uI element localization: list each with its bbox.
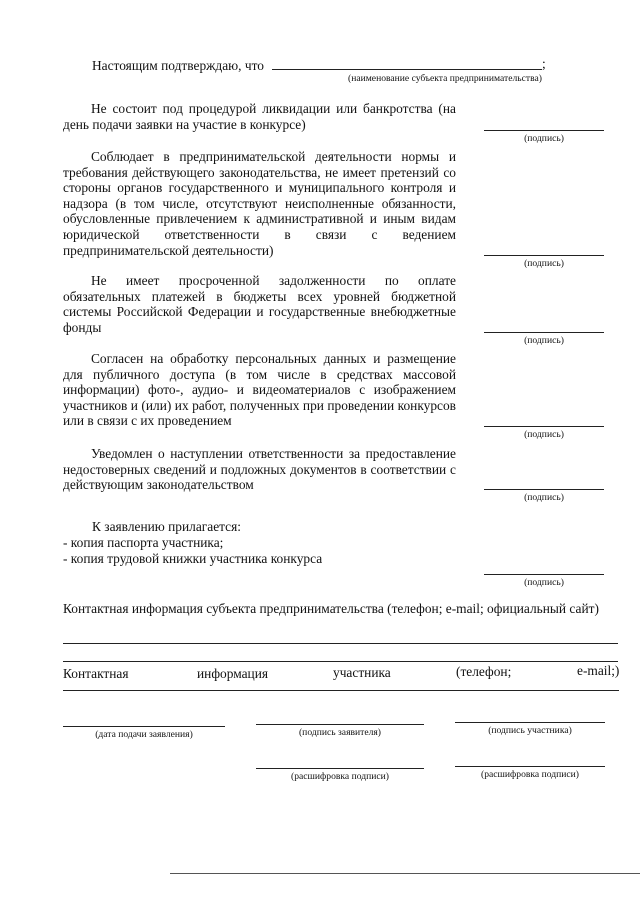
signature-caption-3: (подпись) bbox=[524, 335, 564, 346]
applicant-signature-caption: (подпись заявителя) bbox=[298, 727, 381, 738]
attachment-item-2: - копия трудовой книжки участника конкурса bbox=[63, 551, 323, 566]
attachments-heading: К заявлению прилагается: bbox=[92, 519, 241, 534]
decode-caption-2: (расшифровка подписи) bbox=[481, 769, 579, 780]
signature-caption-4: (подпись) bbox=[524, 429, 564, 440]
entity-name-caption: (наименование субъекта предпринимательства) bbox=[348, 73, 542, 84]
statement-4: Согласен на обработку персональных данных и размещение для публичного доступа (в том числе в средствах массовой информации) фото-, аудио- и видеоматериалов с изображением участников и (или) их работ, полученных при проведении конкурсов или в связи с их проведением bbox=[63, 351, 456, 429]
signature-caption-6: (подпись) bbox=[524, 577, 564, 588]
applicant-signature-line[interactable] bbox=[256, 724, 424, 725]
signature-line-5[interactable] bbox=[484, 489, 604, 490]
participant-signature-caption: (подпись участника) bbox=[488, 725, 572, 736]
signature-line-3[interactable] bbox=[484, 332, 604, 333]
contact-participant-w5: e-mail;) bbox=[577, 663, 620, 678]
contact-participant-line[interactable] bbox=[63, 690, 619, 691]
statement-2: Соблюдает в предпринимательской деятельности нормы и требования действующего законодательства, не имеет претензий со стороны органов государственного и муниципального контроля и надзора (в том числе, отсутствуют неисполненные обязанности, обусловленные привлечением к административной и иным видам юридической ответственности в связи с ведением предпринимательской деятельности) bbox=[63, 149, 456, 258]
date-caption: (дата подачи заявления) bbox=[95, 729, 193, 740]
statement-1: Не состоит под процедурой ликвидации или банкротства (на день подачи заявки на участие в конкурсе) bbox=[63, 101, 456, 132]
intro-colon: ; bbox=[542, 56, 546, 71]
signature-line-2[interactable] bbox=[484, 255, 604, 256]
contact-participant-w2: информация bbox=[197, 666, 269, 681]
participant-signature-line[interactable] bbox=[455, 722, 605, 723]
attachment-item-1: - копия паспорта участника; bbox=[63, 535, 224, 550]
contact-participant-w1: Контактная bbox=[63, 666, 129, 681]
scan-edge-line bbox=[170, 873, 640, 874]
signature-caption-5: (подпись) bbox=[524, 492, 564, 503]
contact-entity-line-1[interactable] bbox=[63, 643, 618, 644]
statement-5: Уведомлен о наступлении ответственности за предоставление недостоверных сведений и подложных документов в соответствии с действующим законодательством bbox=[63, 446, 456, 493]
decode-line-1[interactable] bbox=[256, 768, 424, 769]
contact-participant-w4: (телефон; bbox=[456, 664, 512, 679]
entity-name-line[interactable] bbox=[272, 69, 542, 70]
signature-caption-1: (подпись) bbox=[524, 133, 564, 144]
decode-caption-1: (расшифровка подписи) bbox=[291, 771, 389, 782]
contact-entity-line-2[interactable] bbox=[63, 661, 618, 662]
contact-participant-w3: участника bbox=[333, 665, 391, 680]
signature-line-1[interactable] bbox=[484, 130, 604, 131]
contact-entity-text: Контактная информация субъекта предпринимательства (телефон; e-mail; официальный сайт) bbox=[63, 601, 599, 616]
date-line[interactable] bbox=[63, 726, 225, 727]
signature-caption-2: (подпись) bbox=[524, 258, 564, 269]
statement-3: Не имеет просроченной задолженности по оплате обязательных платежей в бюджеты всех уровней бюджетной системы Российской Федерации и государственные внебюджетные фонды bbox=[63, 273, 456, 335]
intro-text: Настоящим подтверждаю, что bbox=[92, 58, 264, 73]
signature-line-4[interactable] bbox=[484, 426, 604, 427]
signature-line-6[interactable] bbox=[484, 574, 604, 575]
decode-line-2[interactable] bbox=[455, 766, 605, 767]
